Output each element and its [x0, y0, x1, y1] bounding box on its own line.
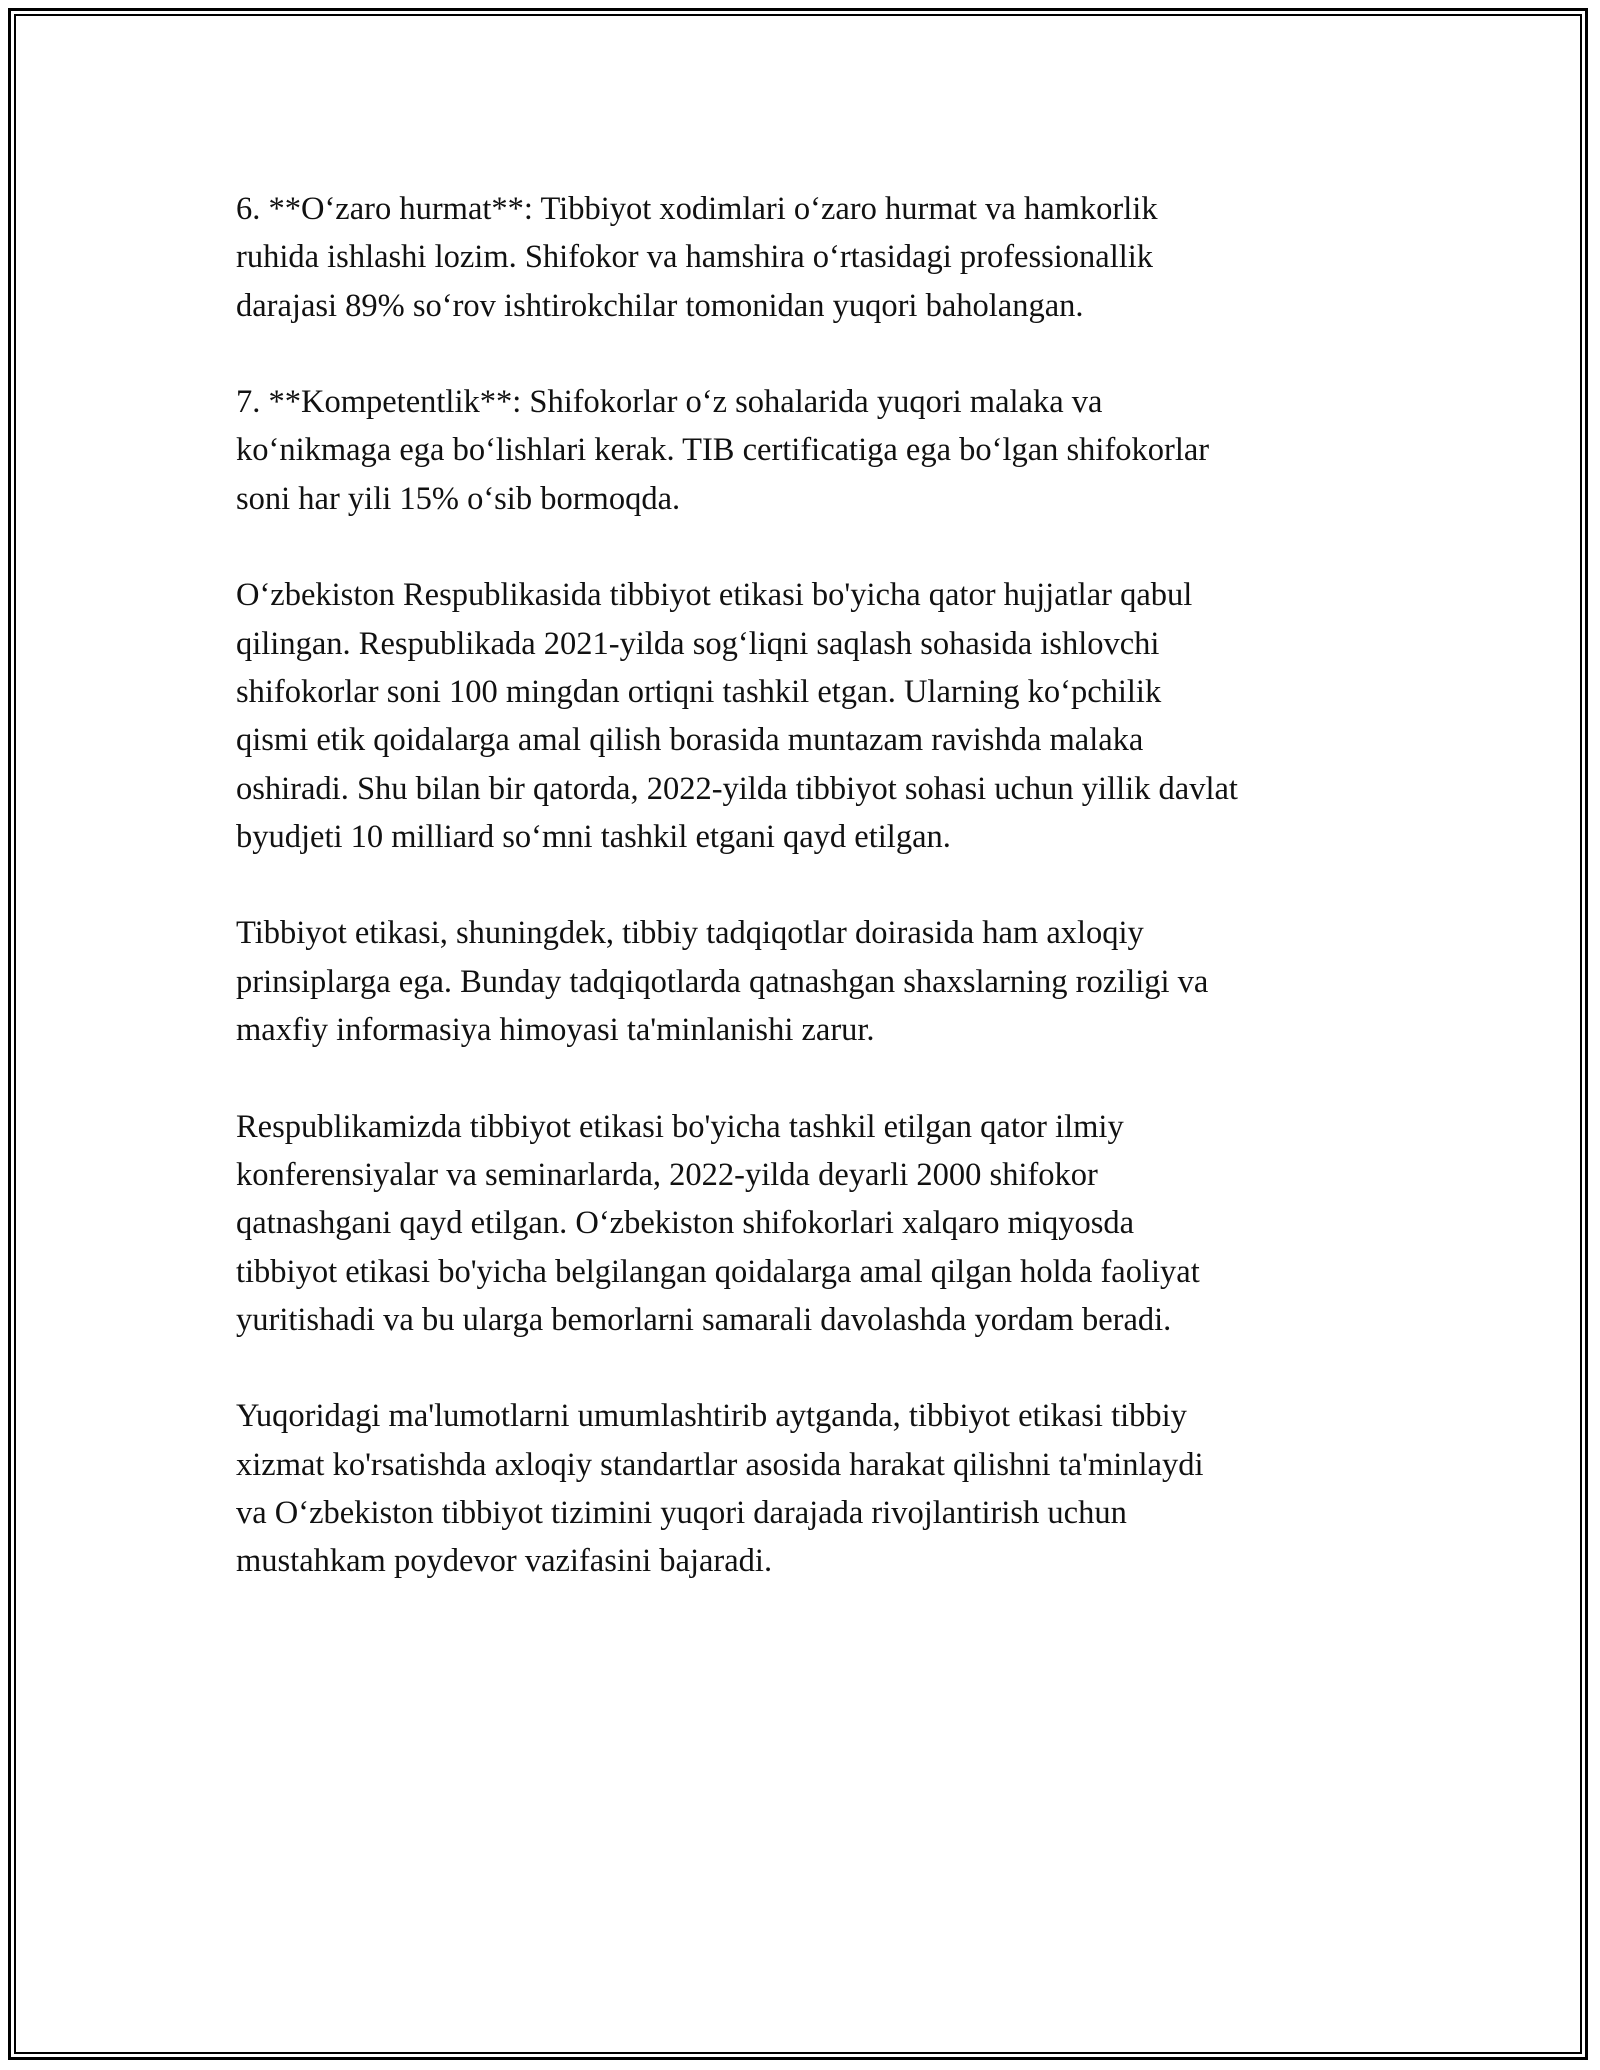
paragraph-conclusion: Yuqoridagi ma'lumotlarni umumlashtirib aytganda, tibbiyot etikasi tibbiy xizmat ko'rsatishda axloqiy standartlar asosida harakat qilishni ta'minlaydi va O‘zbekiston tibbiyot tizimini yuqori darajada rivojlantirish uchun mustahkam poydevor vazifasini bajaradi.	[236, 1398, 1204, 1580]
document-body	[236, 185, 1376, 1634]
paragraph-uzbekistan-documents: O‘zbekiston Respublikasida tibbiyot etikasi bo'yicha qator hujjatlar qabul qilingan. Respublikada 2021-yilda sog‘liqni saqlash sohasida ishlovchi shifokorlar soni 100 mingdan ortiqni tashkil etgan. Ularning ko‘pchilik qismi etik qoidalarga amal qilish borasida muntazam ravishda malaka oshiradi. Shu bilan bir qatorda, 2022-yilda tibbiyot sohasi uchun yillik davlat byudjeti 10 milliard so‘mni tashkil etgani qayd etilgan.	[236, 577, 1238, 855]
paragraph-mutual-respect: 6. **O‘zaro hurmat**: Tibbiyot xodimlari o‘zaro hurmat va hamkorlik ruhida ishlashi lozim. Shifokor va hamshira o‘rtasidagi professionallik darajasi 89% so‘rov ishtirokchilar tomonidan yuqori baholangan.	[236, 191, 1158, 324]
paragraph-conferences: Respublikamizda tibbiyot etikasi bo'yicha tashkil etilgan qator ilmiy konferensiyalar va seminarlarda, 2022-yilda deyarli 2000 shifokor qatnashgani qayd etilgan. O‘zbekiston shifokorlari xalqaro miqyosda tibbiyot etikasi bo'yicha belgilangan qoidalarga amal qilgan holda faoliyat yuritishadi va bu ularga bemorlarni samarali davolashda yordam beradi.	[236, 1108, 1200, 1338]
paragraph-competence: 7. **Kompetentlik**: Shifokorlar o‘z sohalarida yuqori malaka va ko‘nikmaga ega bo‘lishlari kerak. TIB certificatiga ega bo‘lgan shifokorlar soni har yili 15% o‘sib bormoqda.	[236, 384, 1210, 517]
paragraph-research-ethics: Tibbiyot etikasi, shuningdek, tibbiy tadqiqotlar doirasida ham axloqiy prinsiplarga ega. Bunday tadqiqotlarda qatnashgan shaxslarning roziligi va maxfiy informasiya himoyasi ta'minlanishi zarur.	[236, 915, 1209, 1049]
